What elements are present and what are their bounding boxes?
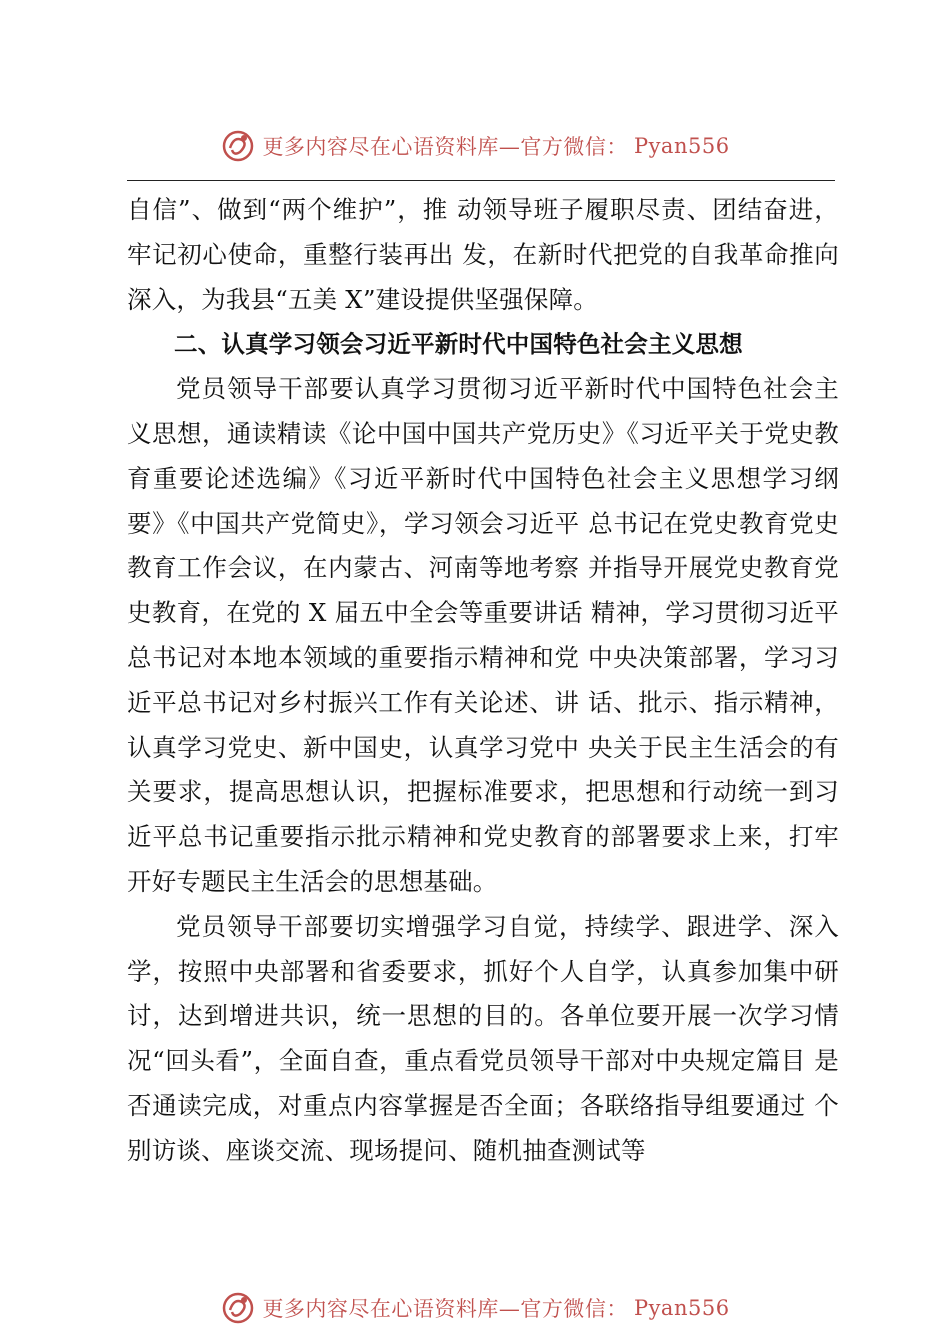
document-body <box>127 188 839 1174</box>
logo-icon <box>220 1290 256 1326</box>
banner-text: 更多内容尽在心语资料库—官方微信： <box>262 1297 628 1321</box>
paragraph-2: 党员领导干部要认真学习贯彻习近平新时代中国特色社会主义思想，通读精读《论中国中国共产党历史》《习近平关于党史教育重要论述选编》《习近平新时代中国特色社会主义思想学习纲要》《中国共产党简史》，学习领会习近平 总书记在党史教育党史教育工作会议，在内蒙古、河南等地考察 并指导开展党史教育党史教育，在党的 X 届五中全会等重要讲话 精神，学习贯彻习近平总书记对本地本领域的重要指示精神和党 中央决策部署，学习习近平总书记对乡村振兴工作有关论述、讲 话、批示、指示精神，认真学习党史、新中国史，认真学习党中 央关于民主生活会的有关要求，提高思想认识，把握标准要求，把思想和行动统一到习近平总书记重要指示批示精神和党史教育的部署要求上来，打牢开好专题民主生活会的思想基础。 <box>127 374 839 896</box>
logo-icon <box>220 128 256 164</box>
header-rule <box>127 180 835 181</box>
footer-banner <box>0 1288 950 1328</box>
banner-text: 更多内容尽在心语资料库—官方微信： <box>262 135 628 159</box>
wechat-id: Pyan556 <box>633 134 730 158</box>
paragraph-1: 自信”、做到“两个维护”，推 动领导班子履职尽责、团结奋进，牢记初心使命，重整行装再出 发，在新时代把党的自我革命推向深入，为我县“五美 X”建设提供坚强保障。 <box>127 195 839 314</box>
header-banner <box>0 126 950 166</box>
paragraph-3: 党员领导干部要切实增强学习自觉，持续学、跟进学、深入 学，按照中央部署和省委要求，抓好个人自学，认真参加集中研 讨，达到增进共识，统一思想的目的。各单位要开展一次学习情 况“回头看”，全面自查，重点看党员领导干部对中央规定篇目 是否通读完成，对重点内容掌握是否全面；各联络指导组要通过 个别访谈、座谈交流、现场提问、随机抽查测试等 <box>127 911 839 1165</box>
section-heading: 二、认真学习领会习近平新时代中国特色社会主义思想 <box>174 330 743 359</box>
wechat-id: Pyan556 <box>633 1296 730 1320</box>
